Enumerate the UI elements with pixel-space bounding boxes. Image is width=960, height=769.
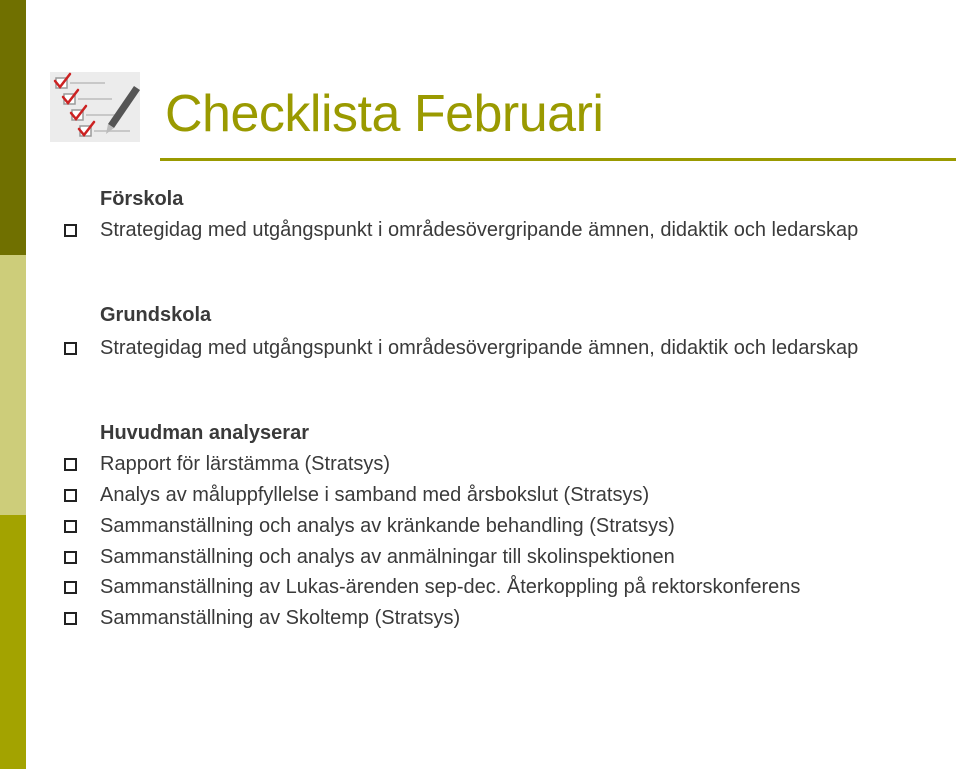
checklist-logo-icon — [50, 72, 140, 142]
square-bullet-icon — [64, 458, 77, 471]
square-bullet-icon — [64, 520, 77, 533]
list-item: Strategidag med utgångspunkt i områdesövergripande ämnen, didaktik och ledarskap — [100, 336, 920, 360]
side-stripe-top — [0, 0, 26, 255]
side-stripe-middle — [0, 255, 26, 515]
title-underline — [160, 158, 956, 161]
section-heading-huvudman: Huvudman analyserar — [100, 422, 309, 444]
list-item: Sammanställning av Skoltemp (Stratsys) — [100, 606, 920, 630]
page-title: Checklista Februari — [165, 85, 604, 143]
list-item: Sammanställning av Lukas-ärenden sep-dec. Återkoppling på rektorskonferens — [100, 575, 920, 599]
square-bullet-icon — [64, 581, 77, 594]
square-bullet-icon — [64, 612, 77, 625]
section-heading-forskola: Förskola — [100, 188, 184, 210]
square-bullet-icon — [64, 342, 77, 355]
square-bullet-icon — [64, 224, 77, 237]
list-item: Strategidag med utgångspunkt i områdesövergripande ämnen, didaktik och ledarskap — [100, 218, 920, 242]
list-item: Sammanställning och analys av anmälningar till skolinspektionen — [100, 545, 920, 569]
section-heading-grundskola: Grundskola — [100, 304, 212, 326]
list-item: Rapport för lärstämma (Stratsys) — [100, 452, 920, 476]
square-bullet-icon — [64, 489, 77, 502]
list-item: Analys av måluppfyllelse i samband med årsbokslut (Stratsys) — [100, 483, 920, 507]
square-bullet-icon — [64, 551, 77, 564]
side-stripe-bottom — [0, 515, 26, 769]
list-item: Sammanställning och analys av kränkande behandling (Stratsys) — [100, 514, 920, 538]
